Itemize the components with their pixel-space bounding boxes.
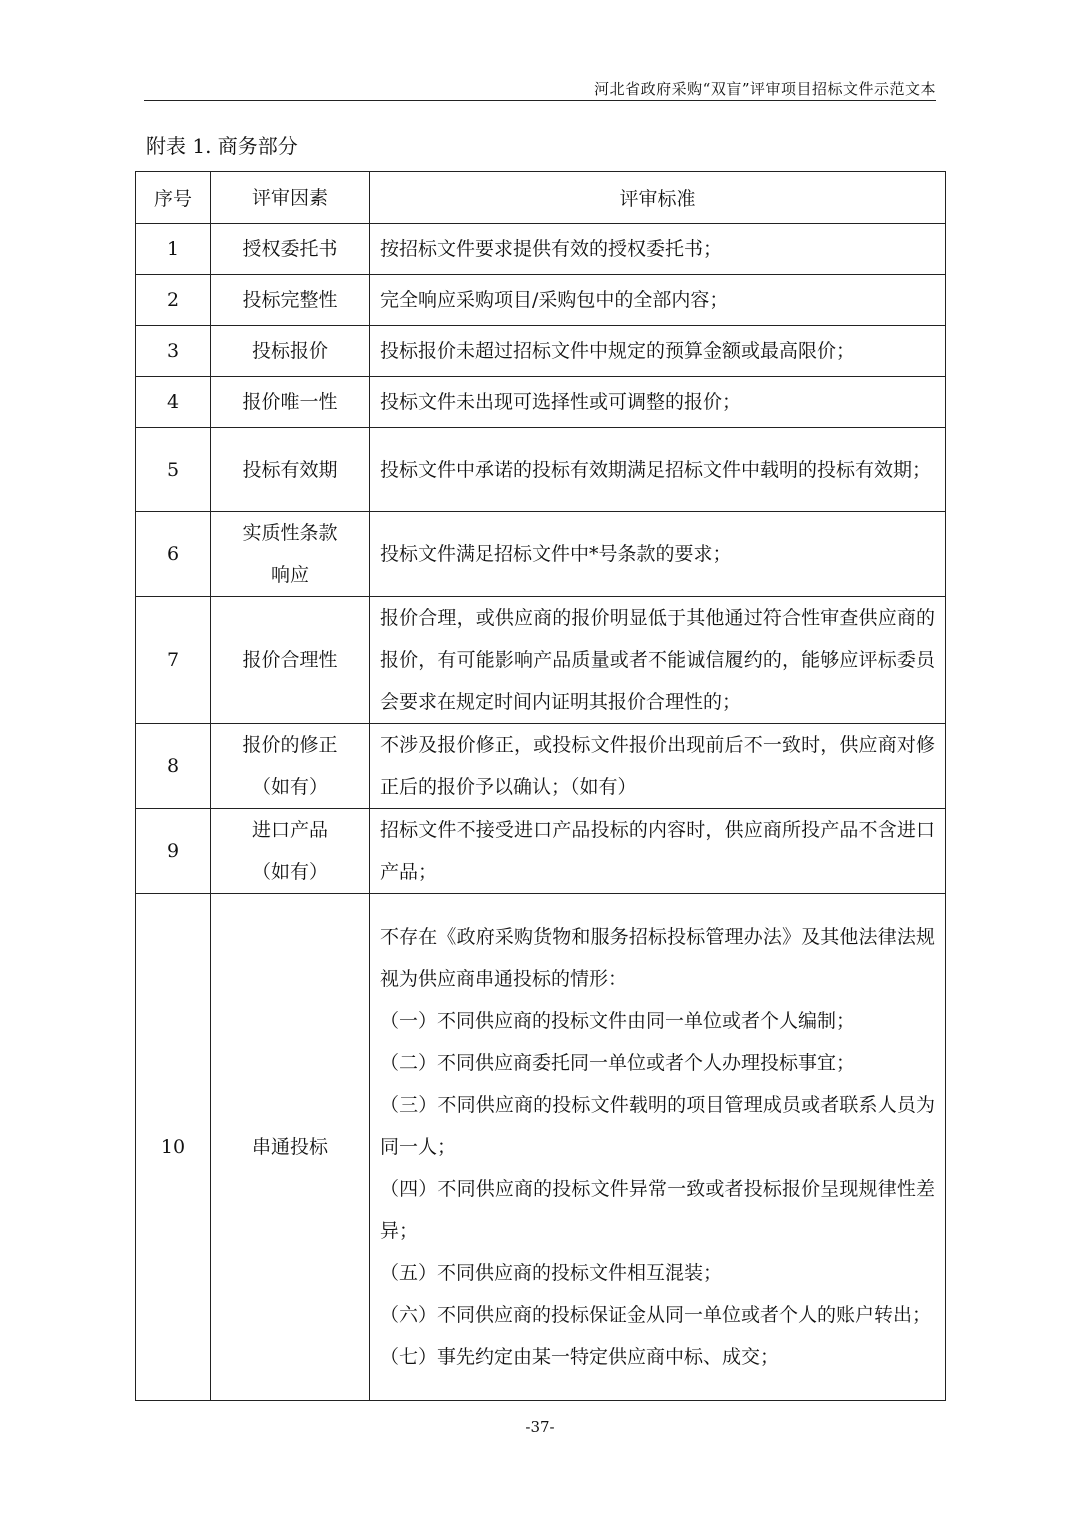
factor-line: 投标有效期 (242, 458, 338, 481)
table-row (136, 326, 946, 377)
standard-line: 投标文件满足招标文件中*号条款的要求； (380, 543, 732, 565)
standard-line: 招标文件不接受进口产品投标的内容时，供应商所投产品不含进口产品； (380, 819, 935, 883)
table-row (136, 377, 946, 428)
standard-line: （四）不同供应商的投标文件异常一致或者投标报价呈现规律性差异； (380, 1178, 935, 1242)
table-row (136, 597, 946, 724)
running-header: 河北省政府采购“双盲”评审项目招标文件示范文本 (594, 80, 936, 98)
standard-line: 不存在《政府采购货物和服务招标投标管理办法》及其他法律法规视为供应商串通投标的情形： (380, 926, 935, 990)
evaluation-standard (370, 428, 946, 512)
evaluation-standard (370, 224, 946, 275)
factor-line: 投标报价 (251, 340, 328, 362)
standard-line: 不涉及报价修正，或投标文件报价出现前后不一致时，供应商对修正后的报价予以确认；（如有） (380, 734, 935, 798)
evaluation-factor (211, 377, 370, 428)
evaluation-standard (370, 326, 946, 377)
evaluation-standard (370, 597, 946, 724)
factor-line: （如有） (251, 861, 328, 883)
evaluation-factor (211, 326, 370, 377)
column-header-standard: 评审标准 (370, 172, 946, 224)
standard-line: （五）不同供应商的投标文件相互混装； (380, 1262, 723, 1284)
factor-line: 报价的修正 (242, 734, 338, 756)
table-row (136, 809, 946, 894)
row-number: 7 (136, 597, 211, 724)
standard-line: 投标文件中承诺的投标有效期满足招标文件中载明的投标有效期； (380, 458, 932, 481)
evaluation-factor (211, 512, 370, 597)
section-title: 附表 1. 商务部分 (146, 134, 298, 158)
row-number: 9 (136, 809, 211, 894)
table-header-row (136, 172, 946, 224)
evaluation-standard (370, 809, 946, 894)
evaluation-standard (370, 275, 946, 326)
evaluation-factor (211, 724, 370, 809)
standard-line: （二）不同供应商委托同一单位或者个人办理投标事宜； (380, 1052, 856, 1074)
standard-line: 投标报价未超过招标文件中规定的预算金额或最高限价； (380, 340, 856, 362)
table-row (136, 275, 946, 326)
factor-line: （如有） (251, 776, 328, 798)
standard-line: 按招标文件要求提供有效的授权委托书； (380, 238, 723, 260)
evaluation-factor (211, 894, 370, 1401)
evaluation-factor (211, 428, 370, 512)
evaluation-factor (211, 597, 370, 724)
row-number: 6 (136, 512, 211, 597)
evaluation-standard (370, 724, 946, 809)
table-row (136, 224, 946, 275)
factor-line: 报价合理性 (242, 649, 338, 671)
table-row (136, 724, 946, 809)
standard-line: 完全响应采购项目/采购包中的全部内容； (380, 289, 729, 311)
standard-line: （七）事先约定由某一特定供应商中标、成交； (380, 1346, 780, 1368)
table-body (136, 224, 946, 1401)
row-number: 5 (136, 428, 211, 512)
page-number: -37- (525, 1418, 555, 1436)
standard-line: （一）不同供应商的投标文件由同一单位或者个人编制； (380, 1010, 856, 1032)
factor-line: 报价唯一性 (242, 391, 338, 413)
factor-line: 串通投标 (251, 1136, 328, 1158)
factor-line: 响应 (270, 564, 309, 586)
standard-line: （三）不同供应商的投标文件载明的项目管理成员或者联系人员为同一人； (380, 1094, 935, 1158)
standard-line: 投标文件未出现可选择性或可调整的报价； (380, 391, 742, 413)
evaluation-factor (211, 809, 370, 894)
evaluation-table (135, 171, 946, 1401)
row-number: 8 (136, 724, 211, 809)
factor-line: 进口产品 (251, 819, 328, 841)
standard-line: 报价合理，或供应商的报价明显低于其他通过符合性审查供应商的报价，有可能影响产品质量或者不能诚信履约的，能够应评标委员会要求在规定时间内证明其报价合理性的； (380, 607, 935, 713)
evaluation-standard (370, 894, 946, 1401)
table-row (136, 894, 946, 1401)
evaluation-factor (211, 275, 370, 326)
evaluation-factor (211, 224, 370, 275)
column-header-factor: 评审因素 (211, 172, 370, 224)
row-number: 2 (136, 275, 211, 326)
factor-line: 授权委托书 (242, 238, 338, 260)
row-number: 4 (136, 377, 211, 428)
row-number: 3 (136, 326, 211, 377)
row-number: 10 (136, 894, 211, 1401)
evaluation-standard (370, 377, 946, 428)
evaluation-standard (370, 512, 946, 597)
factor-line: 实质性条款 (242, 522, 338, 544)
table-row (136, 428, 946, 512)
factor-line: 投标完整性 (242, 289, 338, 311)
column-header-no: 序号 (136, 172, 211, 224)
table-row (136, 512, 946, 597)
header-divider (144, 100, 936, 101)
standard-line: （六）不同供应商的投标保证金从同一单位或者个人的账户转出； (380, 1304, 932, 1326)
row-number: 1 (136, 224, 211, 275)
